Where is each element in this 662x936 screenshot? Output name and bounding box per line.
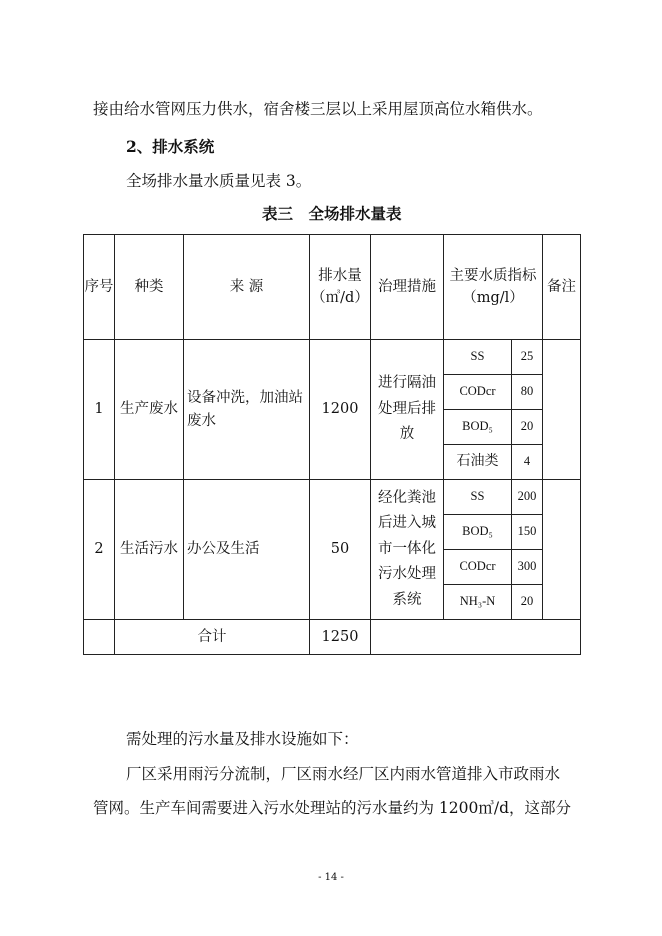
row2-treatment: 经化粪池后进入城市一体化污水处理系统 [371,480,444,620]
page-number: - 14 - [318,872,344,883]
indicator-value: 300 [512,550,543,585]
table-title: 表三 全场排水量表 [262,204,402,223]
row1-source: 设备冲洗，加油站废水 [184,340,310,480]
indicator-name: BOD₅ [444,515,512,550]
header-volume: 排水量（㎥/d） [310,235,371,340]
indicator-name: SS [444,340,512,375]
header-quality: 主要水质指标（mg/l） [444,235,543,340]
header-treatment: 治理措施 [371,235,444,340]
drainage-table [83,234,581,655]
header-source: 来 源 [184,235,310,340]
row1-treatment: 进行隔油处理后排放 [371,340,444,480]
table-row [84,340,581,375]
indicator-name: CODcr [444,375,512,410]
total-row [84,620,581,655]
total-label: 合计 [115,620,310,655]
indicator-value: 80 [512,375,543,410]
section-heading: 2、排水系统 [126,137,215,156]
row1-volume: 1200 [310,340,371,480]
paragraph-2: 全场排水量水质量见表 3。 [126,172,312,190]
indicator-value: 200 [512,480,543,515]
header-remark: 备注 [543,235,581,340]
indicator-name: 石油类 [444,445,512,480]
indicator-value: 150 [512,515,543,550]
indicator-value: 20 [512,410,543,445]
indicator-value: 4 [512,445,543,480]
paragraph-4: 厂区采用雨污分流制，厂区雨水经厂区内雨水管道排入市政雨水 [126,765,561,783]
row2-remark [543,480,581,620]
header-seq: 序号 [84,235,115,340]
row2-type: 生活污水 [115,480,184,620]
row1-seq: 1 [84,340,115,480]
row2-volume: 50 [310,480,371,620]
paragraph-3: 需处理的污水量及排水设施如下： [126,730,359,748]
paragraph-5: 管网。生产车间需要进入污水处理站的污水量约为 1200㎥/d，这部分 [93,799,572,817]
total-blank [371,620,581,655]
row2-source: 办公及生活 [184,480,310,620]
row1-remark [543,340,581,480]
indicator-name: SS [444,480,512,515]
paragraph-1: 接由给水管网压力供水，宿舍楼三层以上采用屋顶高位水箱供水。 [93,100,543,118]
indicator-name: NH₃-N [444,585,512,620]
row1-type: 生产废水 [115,340,184,480]
header-type: 种类 [115,235,184,340]
total-seq [84,620,115,655]
row2-seq: 2 [84,480,115,620]
indicator-value: 25 [512,340,543,375]
table-row [84,480,581,515]
indicator-name: BOD₅ [444,410,512,445]
total-value: 1250 [310,620,371,655]
indicator-value: 20 [512,585,543,620]
indicator-name: CODcr [444,550,512,585]
